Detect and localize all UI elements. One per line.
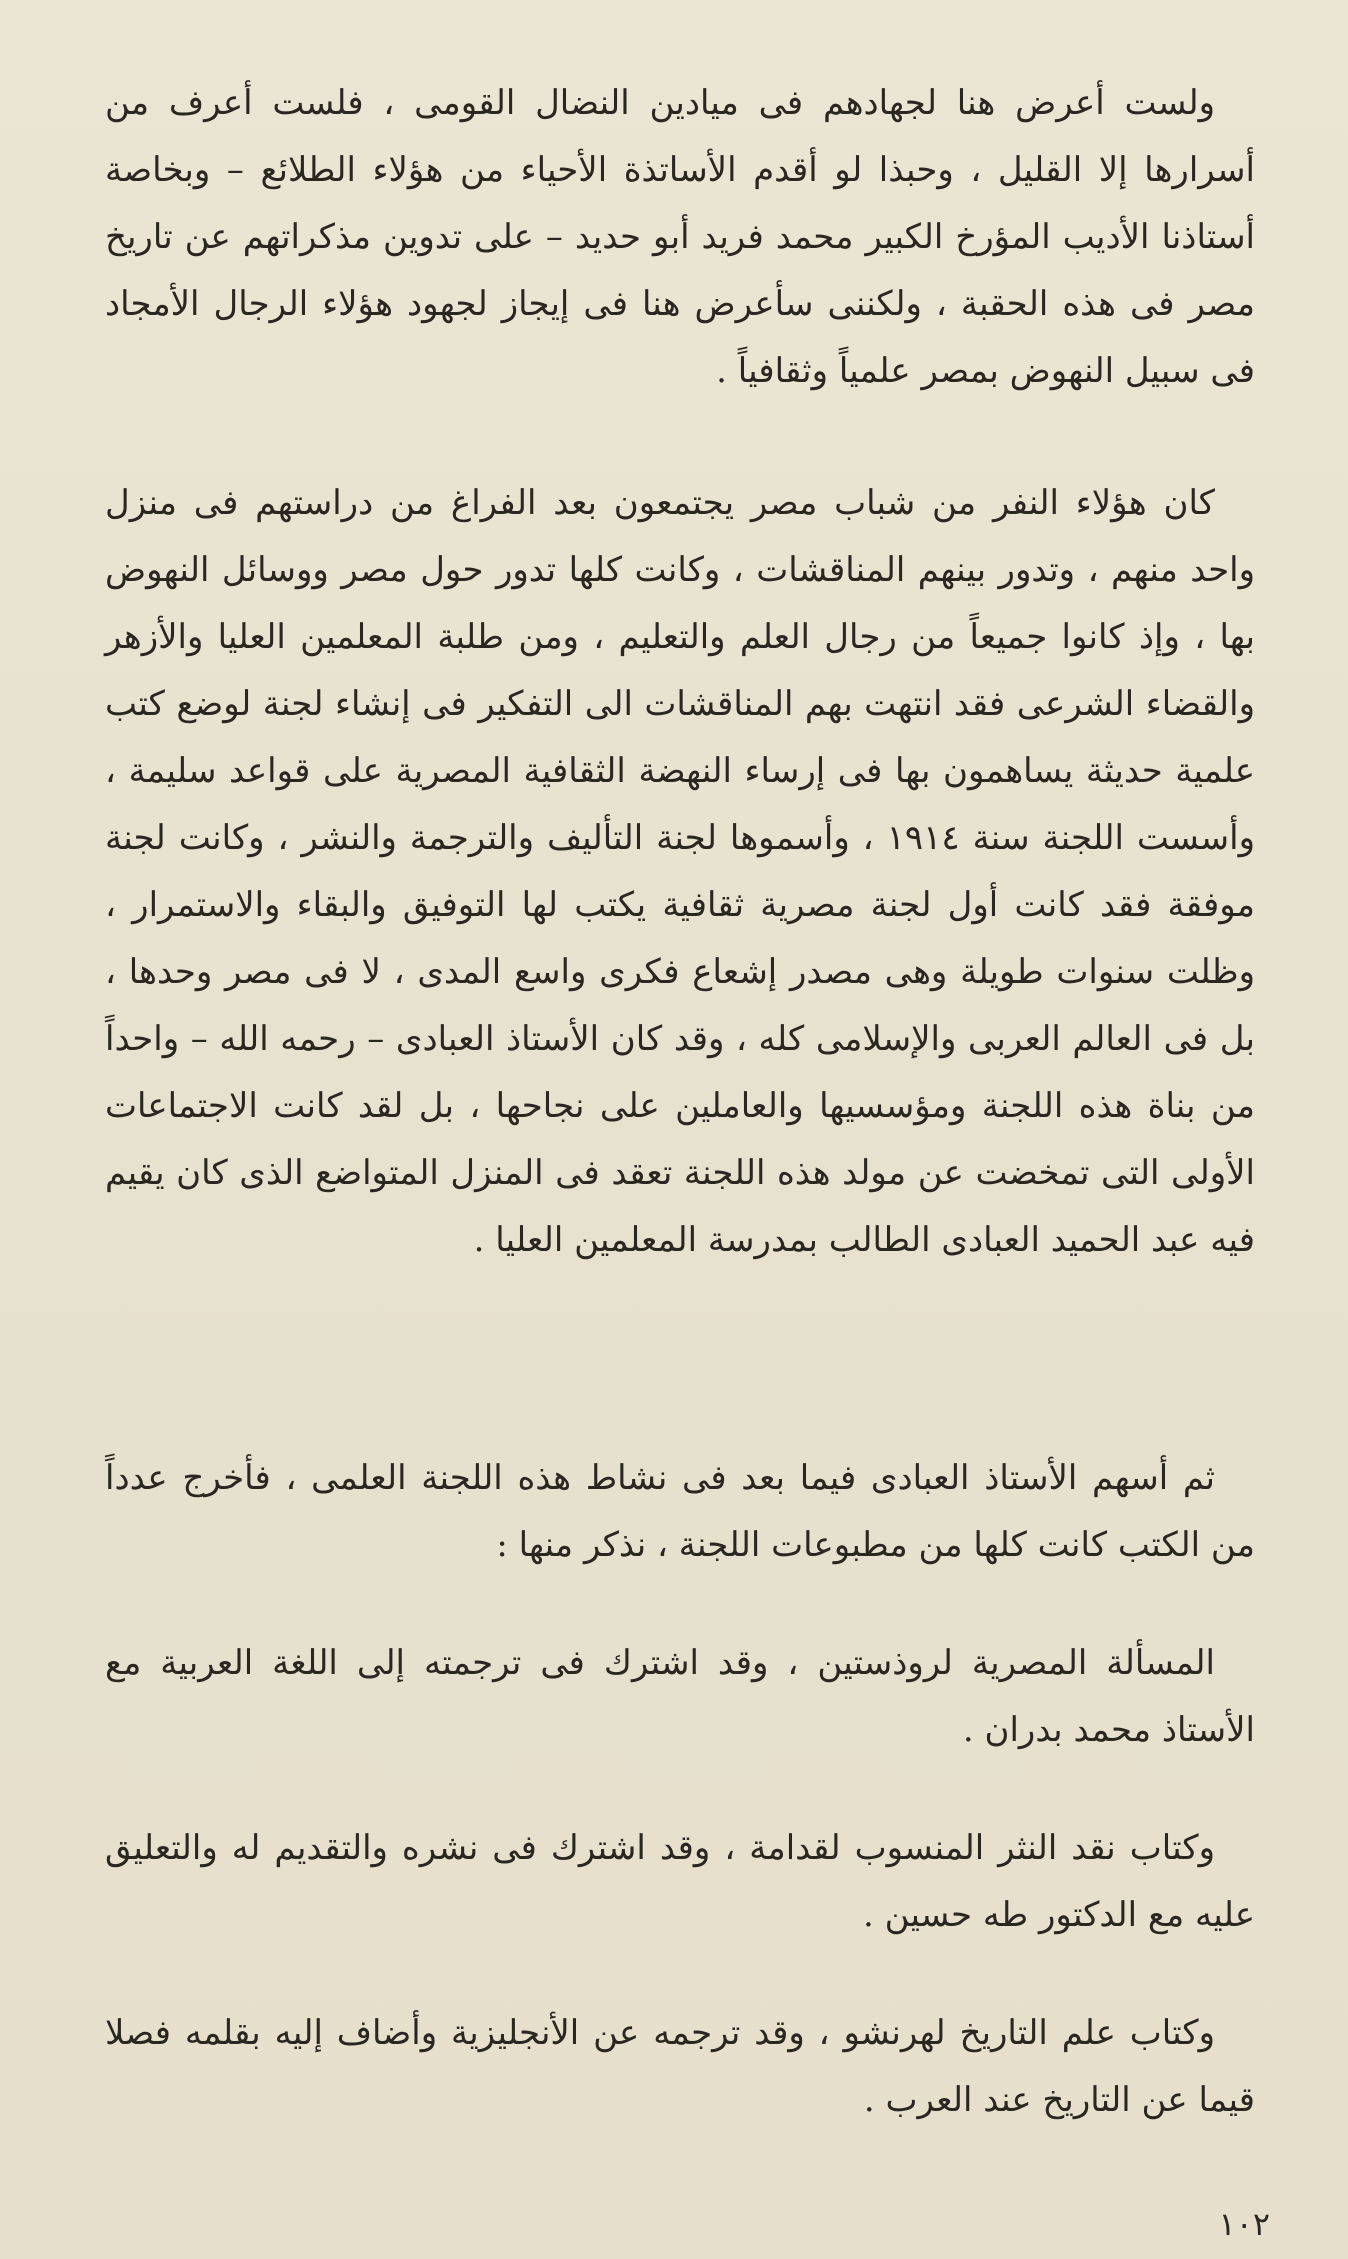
- body-text-block: [105, 1815, 1255, 1949]
- paragraph-contributions: ثم أسهم الأستاذ العبادى فيما بعد فى نشاط هذه اللجنة العلمى ، فأخرج عدداً من الكتب كانت كلها من مطبوعات اللجنة ، نذكر منها :: [105, 1458, 1255, 1565]
- body-text-block: [105, 2000, 1255, 2134]
- body-text-block: [105, 1445, 1255, 1579]
- paragraph-book-history-science: وكتاب علم التاريخ لهرنشو ، وقد ترجمه عن الأنجليزية وأضاف إليه بقلمه فصلا قيما عن التاريخ عند العرب .: [105, 2013, 1255, 2120]
- paragraph-intro: ولست أعرض هنا لجهادهم فى ميادين النضال القومى ، فلست أعرف من أسرارها إلا القليل ، وحبذا لو أقدم الأساتذة الأحياء من هؤلاء الطلائع – وبخاصة أستاذنا الأديب المؤرخ الكبير محمد فريد أبو حديد – على تدوين مذكراتهم عن تاريخ مصر فى هذه الحقبة ، ولكننى سأعرض هنا فى إيجاز لجهود هؤلاء الرجال الأمجاد فى سبيل النهوض بمصر علمياً وثقافياً .: [105, 83, 1255, 391]
- page-number: ١٠٢: [1218, 2205, 1270, 2243]
- body-text-block: [105, 1630, 1255, 1764]
- body-text-block: [105, 70, 1255, 405]
- paragraph-book-egyptian-question: المسألة المصرية لروذستين ، وقد اشترك فى ترجمته إلى اللغة العربية مع الأستاذ محمد بدران .: [105, 1643, 1255, 1750]
- paragraph-committee-founding: كان هؤلاء النفر من شباب مصر يجتمعون بعد الفراغ من دراستهم فى منزل واحد منهم ، وتدور بينهم المناقشات ، وكانت كلها تدور حول مصر ووسائل النهوض بها ، وإذ كانوا جميعاً من رجال العلم والتعليم ، ومن طلبة المعلمين العليا والأزهر والقضاء الشرعى فقد انتهت بهم المناقشات الى التفكير فى إنشاء لجنة لوضع كتب علمية حديثة يساهمون بها فى إرساء النهضة الثقافية المصرية على قواعد سليمة ، وأسست اللجنة سنة ١٩١٤ ، وأسموها لجنة التأليف والترجمة والنشر ، وكانت لجنة موفقة فقد كانت أول لجنة مصرية ثقافية يكتب لها التوفيق والبقاء والاستمرار ، وظلت سنوات طويلة وهى مصدر إشعاع فكرى واسع المدى ، لا فى مصر وحدها ، بل فى العالم العربى والإسلامى كله ، وقد كان الأستاذ العبادى – رحمه الله – واحداً من بناة هذه اللجنة ومؤسسيها والعاملين على نجاحها ، بل لقد كانت الاجتماعات الأولى التى تمخضت عن مولد هذه اللجنة تعقد فى المنزل المتواضع الذى كان يقيم فيه عبد الحميد العبادى الطالب بمدرسة المعلمين العليا .: [105, 483, 1255, 1260]
- paragraph-book-naqd-al-nathr: وكتاب نقد النثر المنسوب لقدامة ، وقد اشترك فى نشره والتقديم له والتعليق عليه مع الدكتور طه حسين .: [105, 1828, 1255, 1935]
- body-text-block: [105, 470, 1255, 1274]
